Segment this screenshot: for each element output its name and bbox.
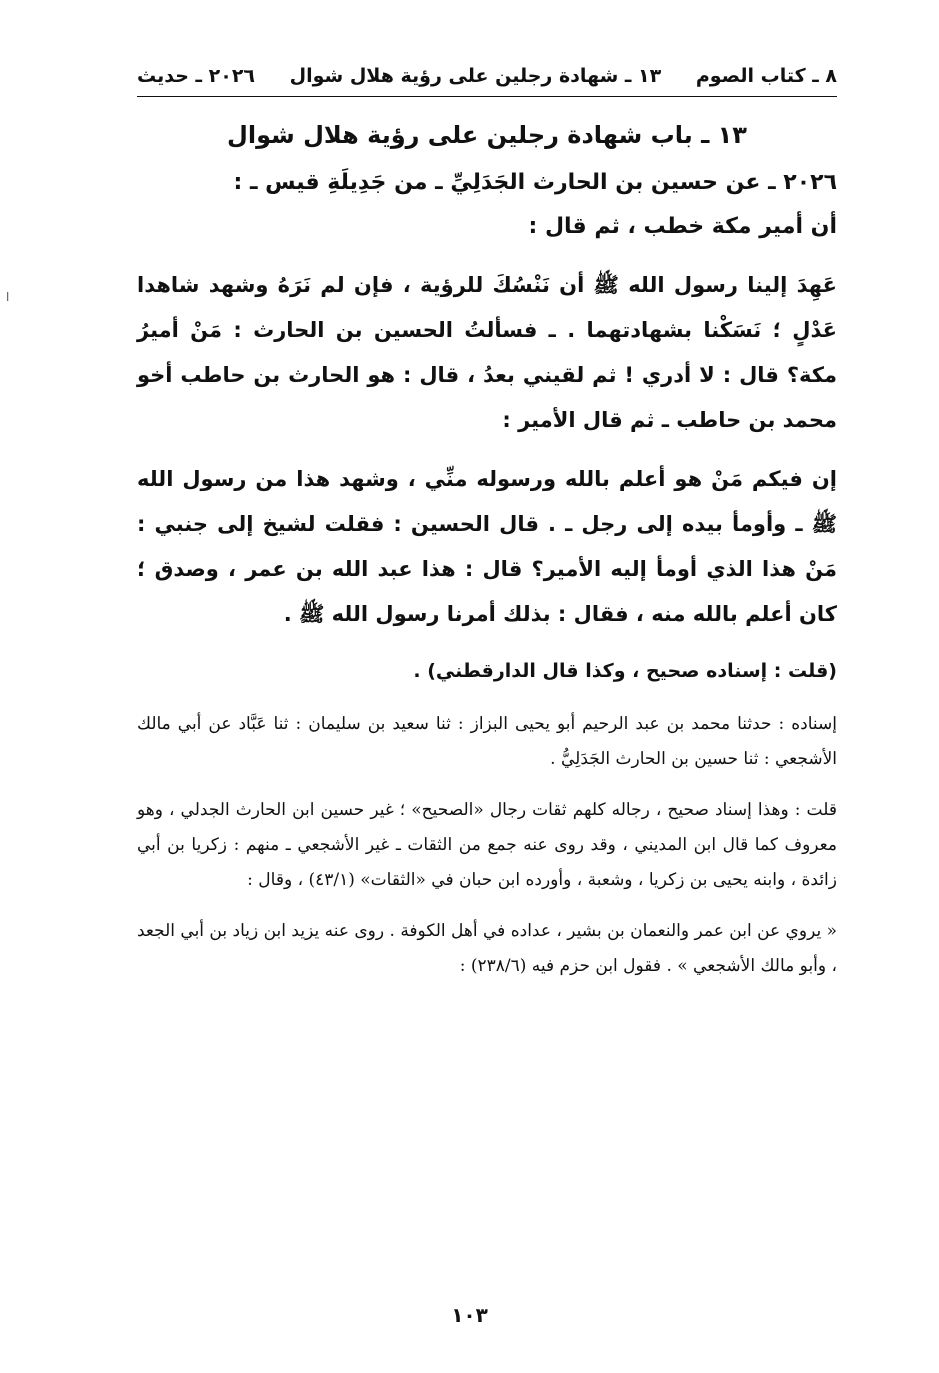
header-hadith-number: ٢٠٢٦ ـ حديث <box>137 65 256 87</box>
header-chapter: ١٣ ـ شهادة رجلين على رؤية هلال شوال <box>289 65 662 87</box>
running-header <box>137 62 837 97</box>
document-page <box>137 62 837 984</box>
hadith-intro: ٢٠٢٦ ـ عن حسين بن الحارث الجَدَلِيِّ ـ من جَدِيلَةِ قيس ـ : <box>233 170 837 195</box>
authentication-note: (قلت : إسناده صحيح ، وكذا قال الدارقطني) . <box>413 660 837 682</box>
hadith-paragraph-2: إن فيكم مَنْ هو أعلم بالله ورسوله منِّي ، وشهد هذا من رسول الله ﷺ ـ وأومأ بيده إلى رجل ـ . قال الحسين : فقلت لشيخ إلى جنبي : مَنْ هذا الذي أومأ إليه الأمير؟ قال : هذا عبد الله بن عمر ، وصدق ؛ كان أعلم بالله منه ، فقال : بذلك أمرنا رسول الله ﷺ . <box>137 467 837 626</box>
margin-mark: ا <box>6 290 10 304</box>
hadith-opening: أن أمير مكة خطب ، ثم قال : <box>528 214 837 239</box>
commentary-paragraph-1: قلت : وهذا إسناد صحيح ، رجاله كلهم ثقات رجال «الصحيح» ؛ غير حسين ابن الحارث الجدلي ، وهو معروف كما قال ابن المديني ، وقد روى عنه جمع من الثقات ـ غير الأشجعي ـ منهم : زكريا بن أبي زائدة ، وابنه يحيى بن زكريا ، وشعبة ، وأورده ابن حبان في «الثقات» (٤٣/١) ، وقال : <box>137 800 837 890</box>
chapter-title: ١٣ ـ باب شهادة رجلين على رؤية هلال شوال <box>227 121 747 149</box>
isnad-paragraph: إسناده : حدثنا محمد بن عبد الرحيم أبو يحيى البزاز : ثنا سعيد بن سليمان : ثنا عَبَّاد عن أبي مالك الأشجعي : ثنا حسين بن الحارث الجَدَلِيُّ . <box>137 714 837 769</box>
page-number: ١٠٣ <box>451 1303 488 1327</box>
hadith-paragraph-1: عَهِدَ إلينا رسول الله ﷺ أن نَنْسُكَ للرؤية ، فإن لم نَرَهُ وشهد شاهدا عَدْلٍ ؛ نَسَكْنا بشهادتهما . ـ فسألتُ الحسين بن الحارث : مَنْ أميرُ مكة؟ قال : لا أدري ! ثم لقيني بعدُ ، قال : هو الحارث بن حاطب أخو محمد بن حاطب ـ ثم قال الأمير : <box>137 273 837 432</box>
header-book: ٨ ـ كتاب الصوم <box>695 65 837 87</box>
commentary-paragraph-2: « يروي عن ابن عمر والنعمان بن بشير ، عداده في أهل الكوفة . روى عنه يزيد ابن زياد بن أبي الجعد ، وأبو مالك الأشجعي » . فقول ابن حزم فيه (٢٣٨/٦) : <box>137 921 837 976</box>
